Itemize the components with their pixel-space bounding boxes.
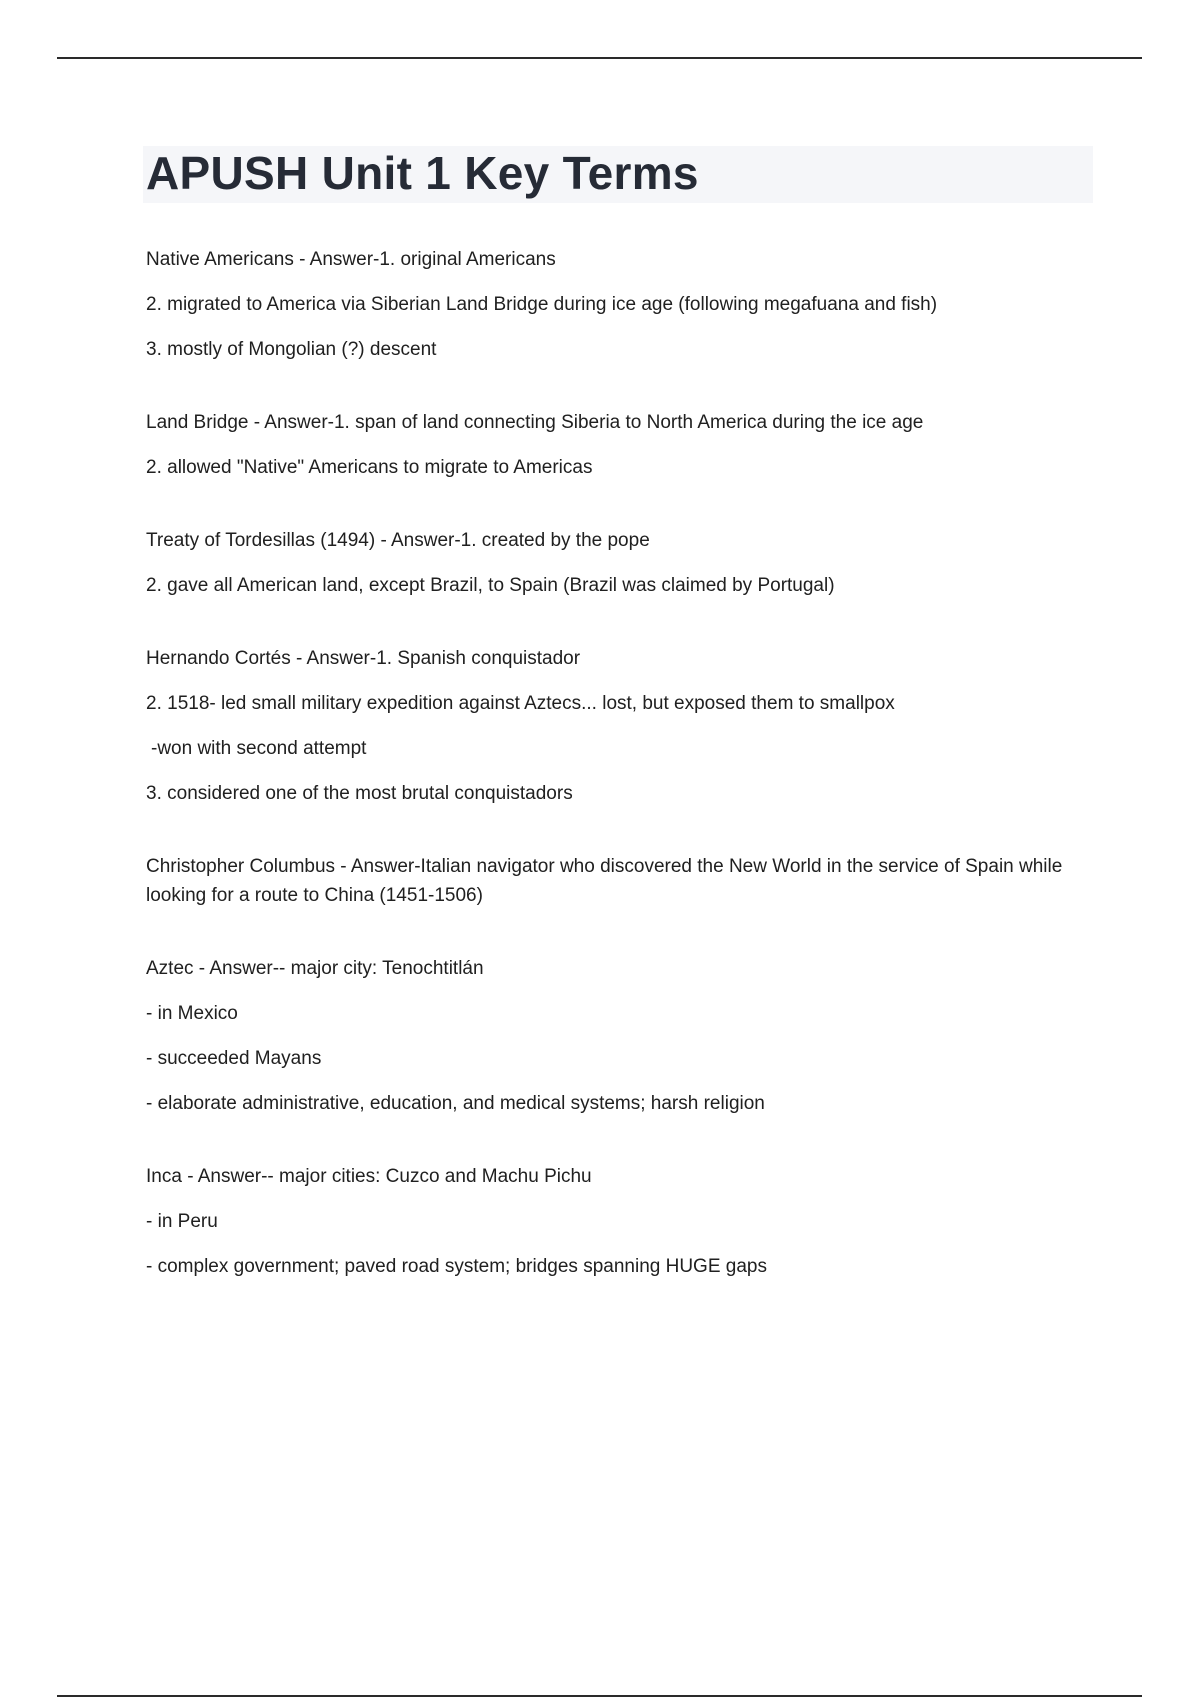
term-line: Aztec - Answer-- major city: Tenochtitlán [146, 958, 484, 979]
term-line: Native Americans - Answer-1. original Americans [146, 249, 556, 270]
term-christopher-columbus [146, 852, 1086, 910]
footer-rule [57, 1695, 1142, 1697]
term-line: - elaborate administrative, education, and medical systems; harsh religion [146, 1093, 765, 1114]
term-line: 3. considered one of the most brutal conquistadors [146, 783, 573, 804]
terms-list [146, 245, 1086, 1325]
term-line: Christopher Columbus - Answer-Italian navigator who discovered the New World in the service of Spain while looking for a route to China (1451-1506) [146, 856, 1063, 906]
term-line: 2. 1518- led small military expedition against Aztecs... lost, but exposed them to smallpox [146, 693, 895, 714]
term-line: -won with second attempt [151, 738, 367, 759]
term-line: 2. migrated to America via Siberian Land Bridge during ice age (following megafuana and fish) [146, 294, 938, 315]
term-native-americans [146, 245, 1086, 364]
term-inca [146, 1162, 1086, 1281]
term-aztec [146, 954, 1086, 1118]
term-line: - in Peru [146, 1211, 218, 1232]
term-line: - succeeded Mayans [146, 1048, 322, 1069]
term-line: 2. gave all American land, except Brazil, to Spain (Brazil was claimed by Portugal) [146, 575, 835, 596]
term-line: - complex government; paved road system; bridges spanning HUGE gaps [146, 1256, 767, 1277]
term-line: Hernando Cortés - Answer-1. Spanish conquistador [146, 648, 581, 669]
term-line: Land Bridge - Answer-1. span of land connecting Siberia to North America during the ice age [146, 412, 924, 433]
term-line: - in Mexico [146, 1003, 238, 1024]
header-rule [57, 57, 1142, 59]
term-line: 3. mostly of Mongolian (?) descent [146, 339, 437, 360]
term-line: Inca - Answer-- major cities: Cuzco and Machu Pichu [146, 1166, 592, 1187]
term-line: Treaty of Tordesillas (1494) - Answer-1. created by the pope [146, 530, 650, 551]
term-line: 2. allowed "Native" Americans to migrate to Americas [146, 457, 593, 478]
term-treaty-of-tordesillas [146, 526, 1086, 600]
term-land-bridge [146, 408, 1086, 482]
term-hernando-cortes [146, 644, 1086, 808]
page-title: APUSH Unit 1 Key Terms [146, 147, 699, 199]
